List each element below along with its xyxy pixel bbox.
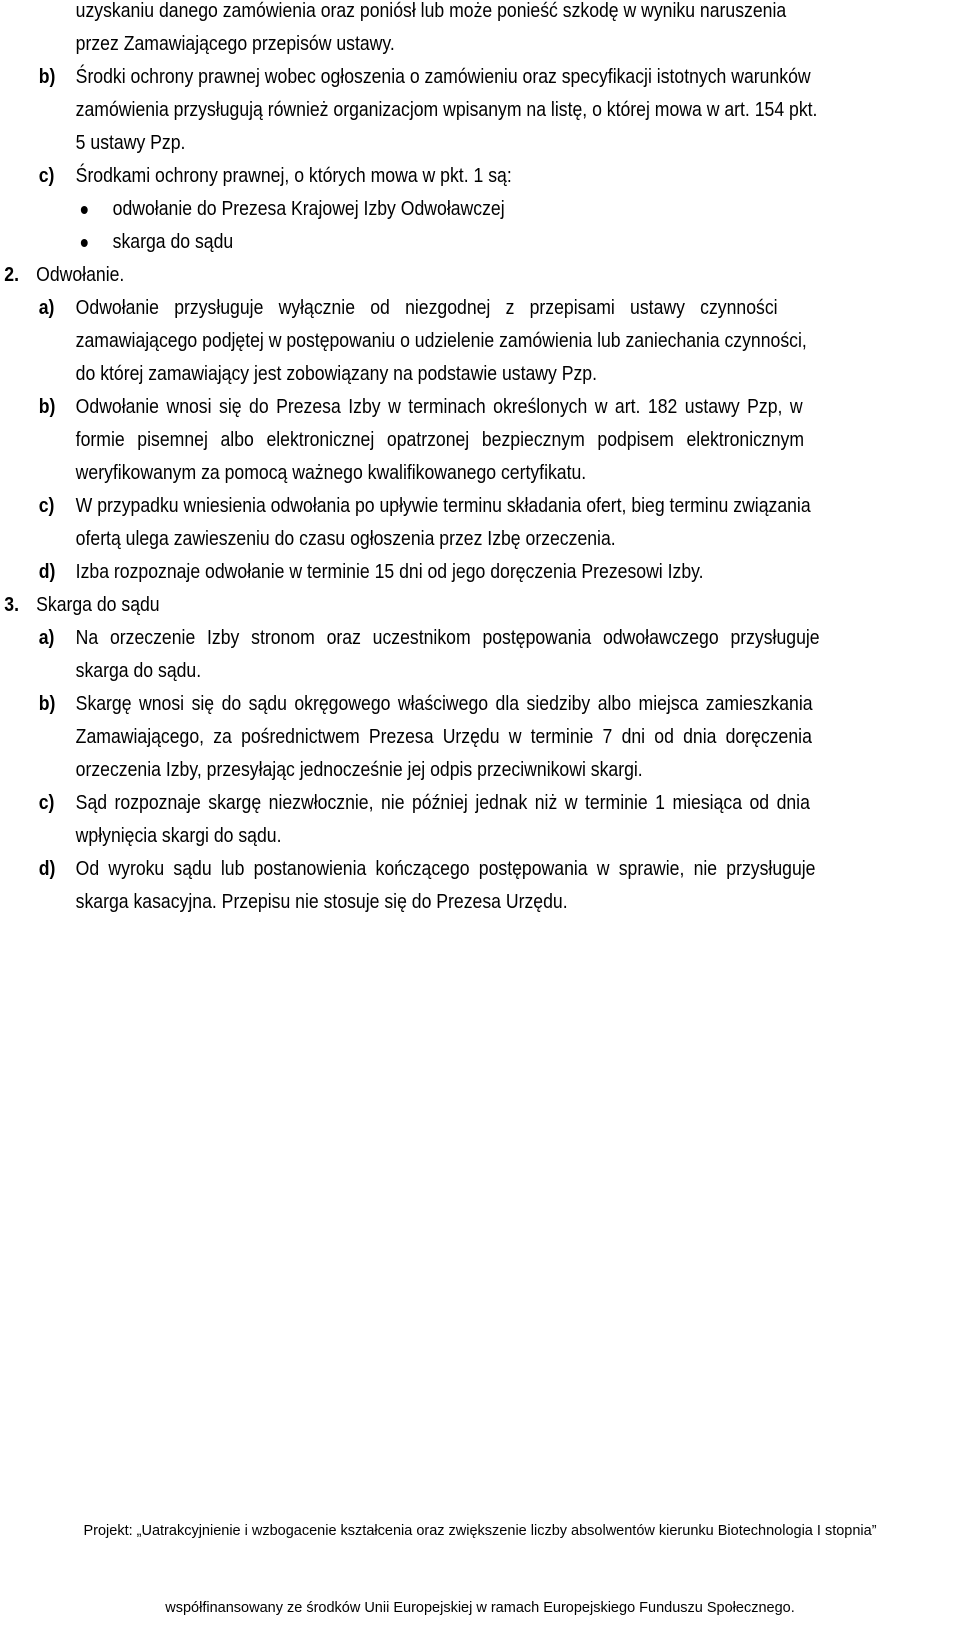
bullet-marker — [81, 192, 98, 225]
paragraph-text: formie pisemnej albo elektronicznej opatrzonej bezpiecznym podpisem elektronicznym — [75, 428, 805, 451]
footer-project-line: Projekt: „Uatrakcyjnienie i wzbogacenie kształcenia oraz zwiększenie liczby absolwentów kierunku Biotechnologia I stopnia” — [83, 1523, 877, 1539]
paragraph-line — [76, 852, 816, 885]
paragraph-text: skarga do sądu. — [75, 659, 202, 682]
bullet-item — [113, 225, 234, 258]
section-number: 2. — [4, 263, 20, 286]
list-label-b: b) — [38, 395, 56, 418]
paragraph-line — [76, 0, 960, 27]
paragraph-text: orzeczenia Izby, przesyłając jednocześnie jej odpis przeciwnikowi skargi. — [75, 758, 643, 781]
paragraph-line — [76, 423, 804, 456]
section-heading: Odwołanie. — [36, 263, 125, 286]
paragraph-text: Środkami ochrony prawnej, o których mowa w pkt. 1 są: — [75, 164, 512, 187]
bullet-text: odwołanie do Prezesa Krajowej Izby Odwoławczej — [112, 197, 505, 220]
paragraph-line — [76, 390, 803, 423]
paragraph-text: Na orzeczenie Izby stronom oraz uczestnikom postępowania odwoławczego przysługuje — [75, 626, 820, 649]
paragraph-line — [76, 753, 643, 786]
list-label-d: d) — [38, 560, 56, 583]
footer-funding-line: współfinansowany ze środków Unii Europejskiej w ramach Europejskiego Funduszu Społecznego. — [165, 1600, 795, 1616]
paragraph-text: Zamawiającego, za pośrednictwem Prezesa Urzędu w terminie 7 dni od dnia doręczenia — [75, 725, 812, 748]
paragraph-text: Skargę wnosi się do sądu okręgowego właściwego dla siedziby albo miejsca zamieszkania — [75, 692, 813, 715]
list-label-d: d) — [38, 857, 56, 880]
paragraph-line — [76, 621, 820, 654]
paragraph-text: 5 ustawy Pzp. — [75, 131, 186, 154]
paragraph-line — [76, 555, 704, 588]
list-label-a: a) — [38, 296, 55, 319]
bullet-item — [113, 192, 505, 225]
paragraph-line — [76, 654, 201, 687]
list-label-b: b) — [38, 692, 56, 715]
paragraph-text: Izba rozpoznaje odwołanie w terminie 15 dni od jego doręczenia Prezesowi Izby. — [75, 560, 704, 583]
paragraph-line — [76, 60, 811, 93]
paragraph-line — [76, 687, 813, 720]
paragraph-text: Odwołanie przysługuje wyłącznie od niezgodnej z przepisami ustawy czynności — [75, 296, 778, 319]
paragraph-line — [76, 126, 186, 159]
list-label-c: c) — [38, 494, 55, 517]
paragraph-line — [76, 456, 587, 489]
bullet-icon — [81, 239, 88, 247]
paragraph-line — [76, 522, 616, 555]
paragraph-text: do której zamawiający jest zobowiązany na podstawie ustawy Pzp. — [75, 362, 598, 385]
section-number: 3. — [4, 593, 20, 616]
list-label-c: c) — [38, 164, 55, 187]
paragraph-text: Odwołanie wnosi się do Prezesa Izby w terminach określonych w art. 182 ustawy Pzp, w — [75, 395, 803, 418]
bullet-text: skarga do sądu — [112, 230, 234, 253]
section-heading: Skarga do sądu — [36, 593, 160, 616]
paragraph-text: skarga kasacyjna. Przepisu nie stosuje się do Prezesa Urzędu. — [75, 890, 568, 913]
paragraph-text: uzyskaniu danego zamówienia oraz poniósł lub może ponieść szkodę w wyniku naruszenia — [75, 0, 787, 22]
paragraph-line — [76, 324, 807, 357]
bullet-marker — [81, 225, 98, 258]
paragraph-text: Sąd rozpoznaje skargę niezwłocznie, nie później jednak niż w terminie 1 miesiąca od dnia — [75, 791, 810, 814]
paragraph-text: Środki ochrony prawnej wobec ogłoszenia o zamówieniu oraz specyfikacji istotnych warunków — [75, 65, 811, 88]
paragraph-line — [76, 786, 810, 819]
paragraph-line — [76, 159, 512, 192]
paragraph-text: ofertą ulega zawieszeniu do czasu ogłoszenia przez Izbę orzeczenia. — [75, 527, 616, 550]
paragraph-line — [76, 357, 597, 390]
paragraph-text: przez Zamawiającego przepisów ustawy. — [75, 32, 395, 55]
list-label-a: a) — [38, 626, 55, 649]
list-label-b: b) — [38, 65, 56, 88]
paragraph-line — [76, 27, 395, 60]
paragraph-text: weryfikowanym za pomocą ważnego kwalifikowanego certyfikatu. — [75, 461, 587, 484]
paragraph-line — [76, 93, 818, 126]
paragraph-line — [76, 291, 931, 324]
list-label-c: c) — [38, 791, 55, 814]
paragraph-text: W przypadku wniesienia odwołania po upływie terminu składania ofert, bieg terminu związania — [75, 494, 811, 517]
paragraph-line — [76, 885, 568, 918]
paragraph-line — [76, 819, 282, 852]
paragraph-text: wpłynięcia skargi do sądu. — [75, 824, 282, 847]
paragraph-line — [76, 720, 812, 753]
paragraph-line — [76, 489, 811, 522]
paragraph-text: zamawiającego podjętej w postępowaniu o udzielenie zamówienia lub zaniechania czynności, — [75, 329, 807, 352]
bullet-icon — [81, 206, 88, 214]
paragraph-text: Od wyroku sądu lub postanowienia kończącego postępowania w sprawie, nie przysługuje — [75, 857, 816, 880]
paragraph-text: zamówienia przysługują również organizacjom wpisanym na listę, o której mowa w art. 154 pkt. — [75, 98, 818, 121]
